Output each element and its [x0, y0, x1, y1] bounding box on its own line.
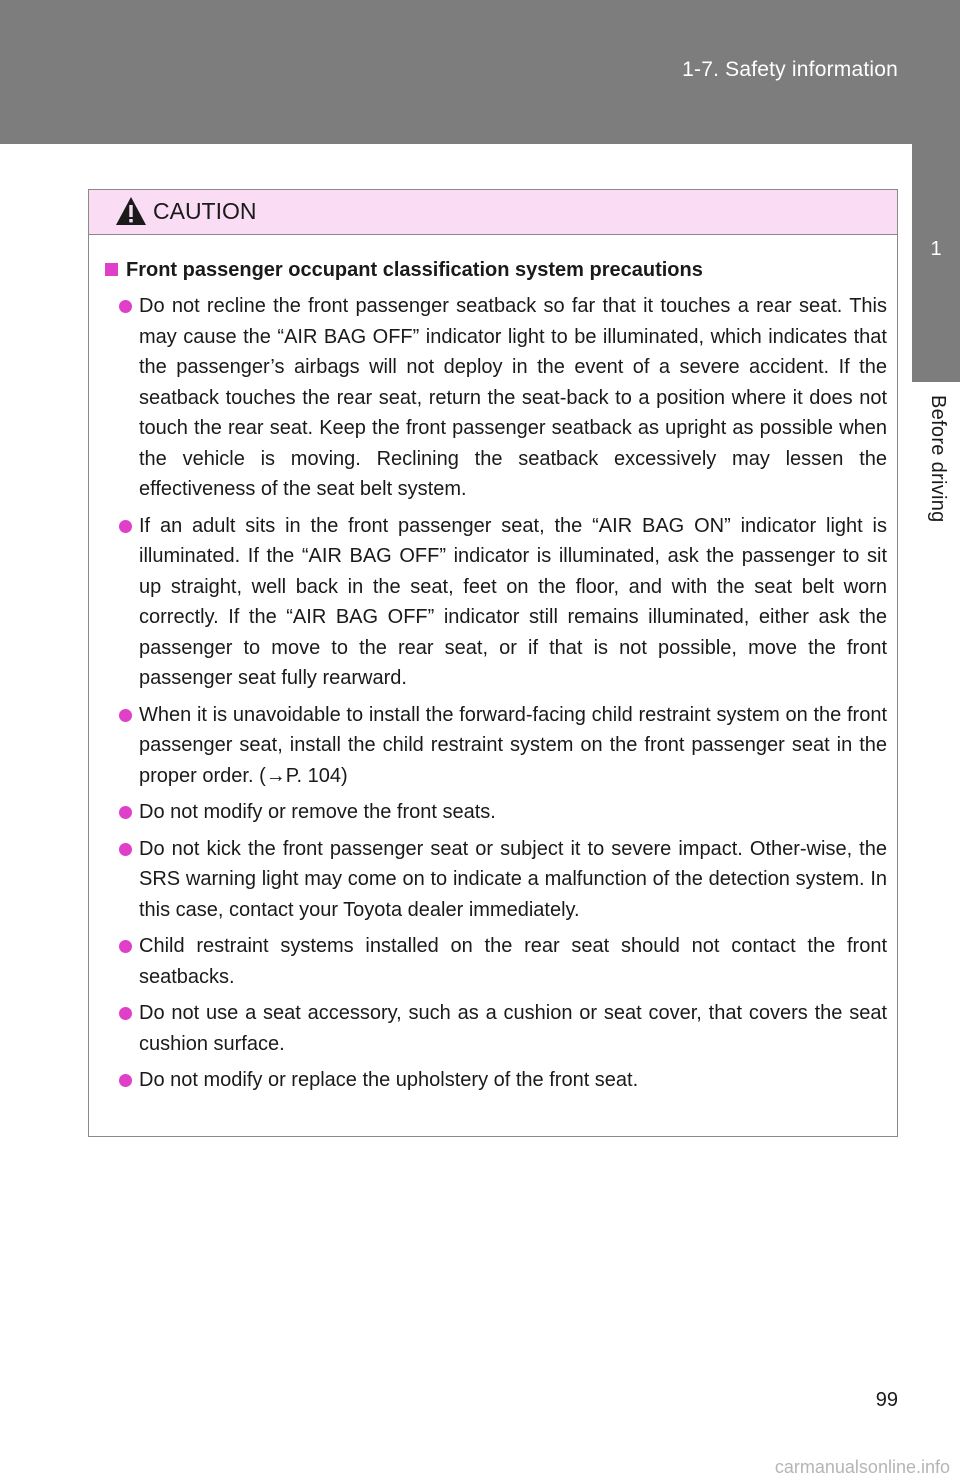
warning-triangle-icon [115, 196, 147, 226]
list-item-text: Do not recline the front passenger seatback so far that it touches a rear seat. This may cause the “AIR BAG OFF” indicator light to be illuminated, which indicates that the passenger’s airbags will not deploy in the event of a severe accident. If the seatback touches the rear seat, return the seat-back to a position where it does not touch the rear seat. Keep the front passenger seatback as upright as possible when the vehicle is moving. Reclining the seatback excessively may lessen the effectiveness of the seat belt system. [139, 295, 887, 500]
list-item [105, 931, 887, 992]
subheading-text: Front passenger occupant classification system precautions [126, 259, 703, 281]
bullet-dot-icon [119, 1007, 132, 1020]
bullet-dot-icon [119, 520, 132, 533]
chapter-tab [912, 144, 960, 382]
list-item-text: Do not kick the front passenger seat or subject it to severe impact. Other-wise, the SRS warning light may come on to indicate a malfunction of the detection system. In this case, contact your Toyota dealer immediately. [139, 837, 887, 921]
bullet-dot-icon [119, 806, 132, 819]
list-item-text: Child restraint systems installed on the rear seat should not contact the front seatbacks. [139, 935, 887, 988]
bullet-dot-icon [119, 940, 132, 953]
square-bullet-icon [105, 263, 118, 276]
bullet-dot-icon [119, 300, 132, 313]
list-item [105, 834, 887, 926]
list-item [105, 797, 887, 828]
list-item-text: Do not modify or replace the upholstery of the front seat. [139, 1069, 639, 1091]
list-item [105, 1065, 887, 1096]
caution-body [89, 235, 897, 1096]
list-item-text: When it is unavoidable to install the forward-facing child restraint system on the front passenger seat, install the child restraint system on the front passenger seat in the proper order. (→P. 104) [139, 703, 887, 787]
chapter-number: 1 [930, 238, 942, 260]
list-item [105, 511, 887, 694]
list-item-text: Do not use a seat accessory, such as a cushion or seat cover, that covers the seat cushion surface. [139, 1002, 887, 1055]
caution-title: CAUTION [153, 198, 257, 224]
caution-list [105, 291, 887, 1096]
bullet-dot-icon [119, 709, 132, 722]
bullet-dot-icon [119, 843, 132, 856]
list-item [105, 291, 887, 505]
list-item-text: If an adult sits in the front passenger seat, the “AIR BAG ON” indicator light is illuminated. If the “AIR BAG OFF” indicator is illuminated, ask the passenger to sit up straight, well back in the seat, feet on the floor, and with the seat belt worn correctly. If the “AIR BAG OFF” indicator still remains illuminated, either ask the passenger to move to the rear seat, or if that is not possible, move the front passenger seat fully rearward. [139, 514, 887, 689]
list-item [105, 700, 887, 792]
caution-header [89, 190, 897, 235]
caution-subheading [105, 255, 887, 285]
chapter-name: Before driving [927, 395, 949, 523]
watermark: carmanualsonline.info [774, 1457, 950, 1477]
page-number: 99 [875, 1389, 898, 1411]
list-item-text: Do not modify or remove the front seats. [139, 801, 496, 823]
header-band [0, 0, 960, 144]
section-title: 1-7. Safety information [682, 58, 898, 81]
caution-box [88, 189, 898, 1137]
bullet-dot-icon [119, 1074, 132, 1087]
list-item [105, 998, 887, 1059]
